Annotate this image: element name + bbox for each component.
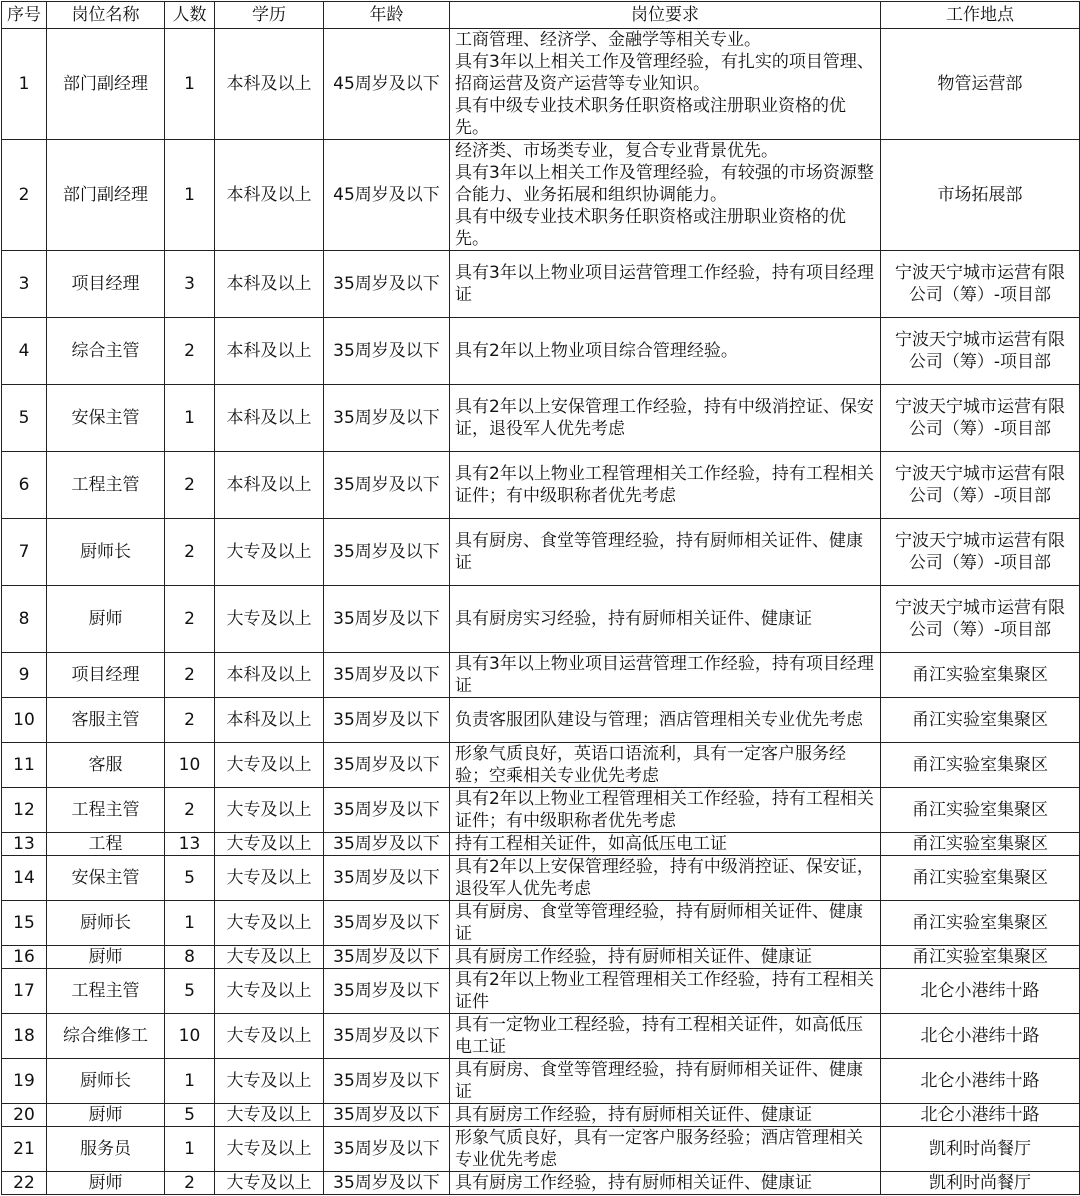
- cell-position: 工程: [47, 833, 165, 856]
- cell-age: 35周岁及以下: [324, 946, 450, 969]
- cell-count: 10: [165, 1014, 215, 1059]
- cell-age: 35周岁及以下: [324, 519, 450, 586]
- cell-education: 本科及以上: [215, 251, 324, 318]
- cell-education: 本科及以上: [215, 452, 324, 519]
- job-table: [1, 1, 1080, 1195]
- cell-requirement: 形象气质良好，英语口语流利，具有一定客户服务经验；空乘相关专业优先考虑: [450, 743, 881, 788]
- cell-count: 1: [165, 29, 215, 140]
- cell-requirement: 具有3年以上物业项目运营管理工作经验，持有项目经理证: [450, 251, 881, 318]
- cell-count: 2: [165, 519, 215, 586]
- cell-education: 大专及以上: [215, 969, 324, 1014]
- table-row: [2, 833, 1080, 856]
- cell-requirement: 具有厨房、食堂等管理经验，持有厨师相关证件、健康证: [450, 1059, 881, 1104]
- cell-count: 13: [165, 833, 215, 856]
- table-row: [2, 519, 1080, 586]
- cell-no: 17: [2, 969, 47, 1014]
- cell-no: 6: [2, 452, 47, 519]
- cell-position: 部门副经理: [47, 29, 165, 140]
- cell-location: 宁波天宁城市运营有限公司（筹）-项目部: [881, 586, 1080, 653]
- cell-age: 45周岁及以下: [324, 29, 450, 140]
- cell-location: 凯利时尚餐厅: [881, 1127, 1080, 1172]
- cell-position: 厨师: [47, 946, 165, 969]
- cell-age: 35周岁及以下: [324, 318, 450, 385]
- table-row: [2, 969, 1080, 1014]
- table-row: [2, 856, 1080, 901]
- cell-position: 安保主管: [47, 385, 165, 452]
- cell-age: 35周岁及以下: [324, 833, 450, 856]
- cell-location: 甬江实验室集聚区: [881, 653, 1080, 698]
- cell-requirement: 具有厨房工作经验，持有厨师相关证件、健康证: [450, 1104, 881, 1127]
- cell-requirement: 具有2年以上安保管理工作经验，持有中级消控证、保安证，退役军人优先考虑: [450, 385, 881, 452]
- header-count: 人数: [165, 2, 215, 29]
- cell-requirement: 持有工程相关证件，如高低压电工证: [450, 833, 881, 856]
- cell-count: 1: [165, 1059, 215, 1104]
- cell-requirement: 形象气质良好，具有一定客户服务经验；酒店管理相关专业优先考虑: [450, 1127, 881, 1172]
- cell-position: 工程主管: [47, 788, 165, 833]
- cell-no: 16: [2, 946, 47, 969]
- table-row: [2, 1127, 1080, 1172]
- cell-location: 宁波天宁城市运营有限公司（筹）-项目部: [881, 452, 1080, 519]
- cell-count: 2: [165, 698, 215, 743]
- cell-age: 35周岁及以下: [324, 743, 450, 788]
- table-row: [2, 385, 1080, 452]
- cell-requirement: 具有厨房实习经验，持有厨师相关证件、健康证: [450, 586, 881, 653]
- cell-position: 综合主管: [47, 318, 165, 385]
- cell-position: 项目经理: [47, 251, 165, 318]
- cell-position: 厨师长: [47, 519, 165, 586]
- cell-location: 宁波天宁城市运营有限公司（筹）-项目部: [881, 385, 1080, 452]
- cell-count: 5: [165, 1104, 215, 1127]
- cell-education: 大专及以上: [215, 901, 324, 946]
- cell-no: 3: [2, 251, 47, 318]
- cell-requirement: 具有厨房工作经验，持有厨师相关证件、健康证: [450, 1172, 881, 1195]
- cell-education: 本科及以上: [215, 140, 324, 251]
- cell-no: 18: [2, 1014, 47, 1059]
- table-row: [2, 251, 1080, 318]
- cell-location: 甬江实验室集聚区: [881, 856, 1080, 901]
- table-row: [2, 788, 1080, 833]
- cell-age: 35周岁及以下: [324, 1172, 450, 1195]
- cell-requirement: 负责客服团队建设与管理；酒店管理相关专业优先考虑: [450, 698, 881, 743]
- table-row: [2, 743, 1080, 788]
- cell-age: 35周岁及以下: [324, 385, 450, 452]
- cell-count: 2: [165, 452, 215, 519]
- cell-no: 5: [2, 385, 47, 452]
- cell-location: 北仑小港纬十路: [881, 969, 1080, 1014]
- cell-no: 22: [2, 1172, 47, 1195]
- cell-age: 35周岁及以下: [324, 586, 450, 653]
- cell-position: 厨师: [47, 1104, 165, 1127]
- cell-no: 4: [2, 318, 47, 385]
- cell-count: 10: [165, 743, 215, 788]
- cell-age: 35周岁及以下: [324, 969, 450, 1014]
- cell-age: 35周岁及以下: [324, 856, 450, 901]
- cell-no: 12: [2, 788, 47, 833]
- cell-position: 部门副经理: [47, 140, 165, 251]
- cell-age: 35周岁及以下: [324, 698, 450, 743]
- cell-position: 工程主管: [47, 969, 165, 1014]
- cell-no: 8: [2, 586, 47, 653]
- cell-no: 11: [2, 743, 47, 788]
- cell-no: 14: [2, 856, 47, 901]
- header-requirement: 岗位要求: [450, 2, 881, 29]
- cell-requirement: 具有3年以上物业项目运营管理工作经验，持有项目经理证: [450, 653, 881, 698]
- cell-count: 2: [165, 586, 215, 653]
- cell-education: 大专及以上: [215, 833, 324, 856]
- cell-education: 大专及以上: [215, 1014, 324, 1059]
- cell-location: 甬江实验室集聚区: [881, 901, 1080, 946]
- cell-education: 本科及以上: [215, 698, 324, 743]
- cell-location: 甬江实验室集聚区: [881, 833, 1080, 856]
- cell-position: 工程主管: [47, 452, 165, 519]
- cell-age: 35周岁及以下: [324, 1127, 450, 1172]
- table-row: [2, 29, 1080, 140]
- cell-age: 35周岁及以下: [324, 901, 450, 946]
- cell-education: 大专及以上: [215, 1104, 324, 1127]
- cell-position: 厨师: [47, 1172, 165, 1195]
- cell-position: 厨师长: [47, 901, 165, 946]
- header-location: 工作地点: [881, 2, 1080, 29]
- cell-no: 9: [2, 653, 47, 698]
- cell-age: 35周岁及以下: [324, 653, 450, 698]
- header-no: 序号: [2, 2, 47, 29]
- cell-count: 2: [165, 1172, 215, 1195]
- cell-position: 服务员: [47, 1127, 165, 1172]
- cell-education: 大专及以上: [215, 946, 324, 969]
- cell-position: 客服主管: [47, 698, 165, 743]
- cell-education: 大专及以上: [215, 1127, 324, 1172]
- cell-count: 1: [165, 385, 215, 452]
- cell-no: 15: [2, 901, 47, 946]
- cell-requirement: 具有一定物业工程经验，持有工程相关证件，如高低压电工证: [450, 1014, 881, 1059]
- cell-count: 1: [165, 140, 215, 251]
- cell-count: 5: [165, 856, 215, 901]
- cell-education: 大专及以上: [215, 1172, 324, 1195]
- cell-education: 大专及以上: [215, 519, 324, 586]
- table-row: [2, 653, 1080, 698]
- table-row: [2, 901, 1080, 946]
- header-age: 年龄: [324, 2, 450, 29]
- table-row: [2, 946, 1080, 969]
- cell-no: 21: [2, 1127, 47, 1172]
- cell-requirement: 具有2年以上物业工程管理相关工作经验，持有工程相关证件；有中级职称者优先考虑: [450, 788, 881, 833]
- cell-count: 2: [165, 318, 215, 385]
- cell-no: 1: [2, 29, 47, 140]
- header-education: 学历: [215, 2, 324, 29]
- cell-age: 35周岁及以下: [324, 1059, 450, 1104]
- table-row: [2, 1059, 1080, 1104]
- cell-location: 甬江实验室集聚区: [881, 946, 1080, 969]
- cell-position: 客服: [47, 743, 165, 788]
- cell-requirement: 具有厨房、食堂等管理经验，持有厨师相关证件、健康证: [450, 519, 881, 586]
- cell-education: 本科及以上: [215, 318, 324, 385]
- cell-no: 10: [2, 698, 47, 743]
- cell-requirement: 具有2年以上物业项目综合管理经验。: [450, 318, 881, 385]
- table-row: [2, 318, 1080, 385]
- cell-age: 35周岁及以下: [324, 1104, 450, 1127]
- table-row: [2, 452, 1080, 519]
- cell-count: 3: [165, 251, 215, 318]
- cell-location: 北仑小港纬十路: [881, 1014, 1080, 1059]
- cell-no: 13: [2, 833, 47, 856]
- cell-count: 1: [165, 901, 215, 946]
- cell-education: 大专及以上: [215, 586, 324, 653]
- cell-count: 5: [165, 969, 215, 1014]
- table-row: [2, 1172, 1080, 1195]
- header-position: 岗位名称: [47, 2, 165, 29]
- cell-education: 本科及以上: [215, 385, 324, 452]
- cell-location: 凯利时尚餐厅: [881, 1172, 1080, 1195]
- cell-no: 7: [2, 519, 47, 586]
- cell-education: 本科及以上: [215, 29, 324, 140]
- table-row: [2, 698, 1080, 743]
- cell-education: 大专及以上: [215, 788, 324, 833]
- cell-location: 市场拓展部: [881, 140, 1080, 251]
- cell-requirement: 具有2年以上物业工程管理相关工作经验，持有工程相关证件；有中级职称者优先考虑: [450, 452, 881, 519]
- cell-education: 本科及以上: [215, 653, 324, 698]
- cell-location: 宁波天宁城市运营有限公司（筹）-项目部: [881, 519, 1080, 586]
- table-row: [2, 1014, 1080, 1059]
- cell-education: 大专及以上: [215, 856, 324, 901]
- cell-position: 厨师: [47, 586, 165, 653]
- cell-location: 北仑小港纬十路: [881, 1059, 1080, 1104]
- cell-age: 35周岁及以下: [324, 1014, 450, 1059]
- cell-location: 甬江实验室集聚区: [881, 788, 1080, 833]
- cell-no: 2: [2, 140, 47, 251]
- table-row: [2, 1104, 1080, 1127]
- cell-age: 35周岁及以下: [324, 452, 450, 519]
- cell-position: 厨师长: [47, 1059, 165, 1104]
- cell-count: 8: [165, 946, 215, 969]
- cell-count: 1: [165, 1127, 215, 1172]
- table-row: [2, 140, 1080, 251]
- cell-location: 物管运营部: [881, 29, 1080, 140]
- cell-education: 大专及以上: [215, 743, 324, 788]
- cell-count: 2: [165, 788, 215, 833]
- cell-location: 宁波天宁城市运营有限公司（筹）-项目部: [881, 318, 1080, 385]
- cell-no: 20: [2, 1104, 47, 1127]
- cell-requirement: 具有2年以上物业工程管理相关工作经验，持有工程相关证件: [450, 969, 881, 1014]
- cell-requirement: 具有厨房、食堂等管理经验，持有厨师相关证件、健康证: [450, 901, 881, 946]
- cell-location: 宁波天宁城市运营有限公司（筹）-项目部: [881, 251, 1080, 318]
- cell-age: 45周岁及以下: [324, 140, 450, 251]
- cell-count: 2: [165, 653, 215, 698]
- cell-requirement: 具有2年以上安保管理经验，持有中级消控证、保安证，退役军人优先考虑: [450, 856, 881, 901]
- cell-no: 19: [2, 1059, 47, 1104]
- cell-position: 项目经理: [47, 653, 165, 698]
- cell-age: 35周岁及以下: [324, 251, 450, 318]
- header-row: [2, 2, 1080, 29]
- cell-location: 甬江实验室集聚区: [881, 698, 1080, 743]
- table-row: [2, 586, 1080, 653]
- cell-education: 大专及以上: [215, 1059, 324, 1104]
- cell-location: 甬江实验室集聚区: [881, 743, 1080, 788]
- cell-requirement: 经济类、市场类专业，复合专业背景优先。 具有3年以上相关工作及管理经验，有较强的市场资源整合能力、业务拓展和组织协调能力。 具有中级专业技术职务任职资格或注册职业资格的优先。: [450, 140, 881, 251]
- cell-location: 北仑小港纬十路: [881, 1104, 1080, 1127]
- cell-requirement: 具有厨房工作经验，持有厨师相关证件、健康证: [450, 946, 881, 969]
- cell-position: 综合维修工: [47, 1014, 165, 1059]
- cell-position: 安保主管: [47, 856, 165, 901]
- cell-requirement: 工商管理、经济学、金融学等相关专业。 具有3年以上相关工作及管理经验，有扎实的项目管理、招商运营及资产运营等专业知识。 具有中级专业技术职务任职资格或注册职业资格的优先。: [450, 29, 881, 140]
- table-body: [2, 29, 1080, 1195]
- cell-age: 35周岁及以下: [324, 788, 450, 833]
